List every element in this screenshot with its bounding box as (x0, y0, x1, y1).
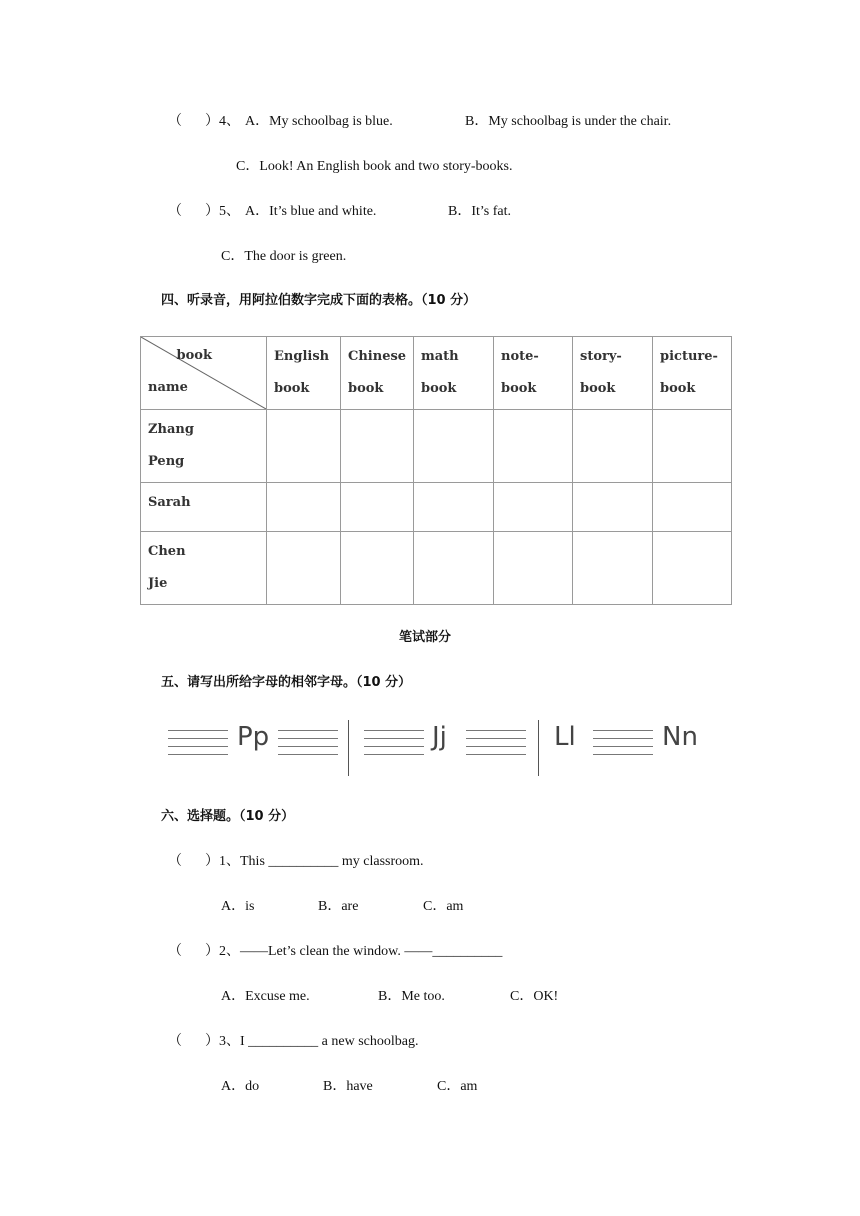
column-header: math book (414, 337, 494, 410)
table-row (141, 410, 732, 483)
section-heading: 四、听录音，用阿拉伯数字完成下面的表格。（10 分） (161, 293, 477, 308)
answer-blank[interactable] (278, 726, 338, 756)
letter-pair: Pp (237, 722, 270, 752)
option-c: C．am (423, 899, 464, 914)
question-stem: ）1、This __________ my classroom. (205, 854, 424, 869)
answer-cell[interactable] (341, 532, 414, 605)
answer-blank[interactable] (593, 726, 653, 756)
answer-blank[interactable] (364, 726, 424, 756)
column-header: English book (267, 337, 341, 410)
listening-table (140, 336, 732, 605)
section-heading: 五、请写出所给字母的相邻字母。（10 分） (161, 675, 412, 690)
letter-pair: Nn (662, 722, 698, 752)
answer-cell[interactable] (267, 532, 341, 605)
answer-blank[interactable] (466, 726, 526, 756)
column-header: Chinese book (341, 337, 414, 410)
answer-paren: （ (168, 1034, 182, 1049)
table-header-row (141, 337, 732, 410)
option-c: C．am (437, 1079, 478, 1094)
option-c: C．Look! An English book and two story-books. (236, 159, 513, 174)
question-number: ）4、 (205, 114, 240, 129)
corner-label-name: name (148, 380, 188, 395)
answer-paren: （ (168, 114, 182, 129)
written-part-title: 笔试部分 (399, 630, 452, 645)
answer-blank[interactable] (168, 726, 228, 756)
table-row (141, 483, 732, 532)
answer-cell[interactable] (414, 483, 494, 532)
answer-cell[interactable] (267, 483, 341, 532)
section-heading: 六、选择题。（10 分） (161, 809, 295, 824)
table-row (141, 532, 732, 605)
answer-paren: （ (168, 944, 182, 959)
letter-pair: Jj (432, 722, 447, 752)
option-a: A．It’s blue and white. (245, 204, 377, 219)
row-header: Sarah (141, 483, 267, 532)
corner-label-book: book (176, 348, 212, 363)
question-number: ）5、 (205, 204, 240, 219)
answer-cell[interactable] (341, 483, 414, 532)
answer-cell[interactable] (653, 532, 732, 605)
answer-paren: （ (168, 204, 182, 219)
option-b: B．have (323, 1079, 373, 1094)
option-a: A．My schoolbag is blue. (245, 114, 393, 129)
answer-cell[interactable] (573, 532, 653, 605)
divider (538, 720, 539, 776)
answer-cell[interactable] (653, 483, 732, 532)
answer-paren: （ (168, 854, 182, 869)
answer-cell[interactable] (573, 483, 653, 532)
letter-pair: Ll (554, 722, 576, 752)
divider (348, 720, 349, 776)
option-a: A．do (221, 1079, 260, 1094)
option-b: B．Me too. (378, 989, 445, 1004)
option-c: C．OK! (510, 989, 559, 1004)
answer-cell[interactable] (494, 410, 573, 483)
option-b: B．My schoolbag is under the chair. (465, 114, 672, 129)
option-b: B．It’s fat. (448, 204, 511, 219)
option-a: A．Excuse me. (221, 989, 310, 1004)
answer-cell[interactable] (494, 532, 573, 605)
column-header: story- book (573, 337, 653, 410)
row-header: Zhang Peng (141, 410, 267, 483)
row-header: Chen Jie (141, 532, 267, 605)
answer-cell[interactable] (414, 410, 494, 483)
answer-cell[interactable] (653, 410, 732, 483)
option-b: B．are (318, 899, 359, 914)
answer-cell[interactable] (494, 483, 573, 532)
answer-cell[interactable] (573, 410, 653, 483)
question-stem: ）2、——Let’s clean the window. ——__________ (205, 944, 503, 959)
answer-cell[interactable] (267, 410, 341, 483)
option-a: A．is (221, 899, 255, 914)
corner-cell (141, 337, 267, 410)
column-header: note- book (494, 337, 573, 410)
question-stem: ）3、I __________ a new schoolbag. (205, 1034, 419, 1049)
letter-strip (168, 716, 708, 776)
column-header: picture- book (653, 337, 732, 410)
answer-cell[interactable] (341, 410, 414, 483)
option-c: C．The door is green. (221, 249, 347, 264)
answer-cell[interactable] (414, 532, 494, 605)
